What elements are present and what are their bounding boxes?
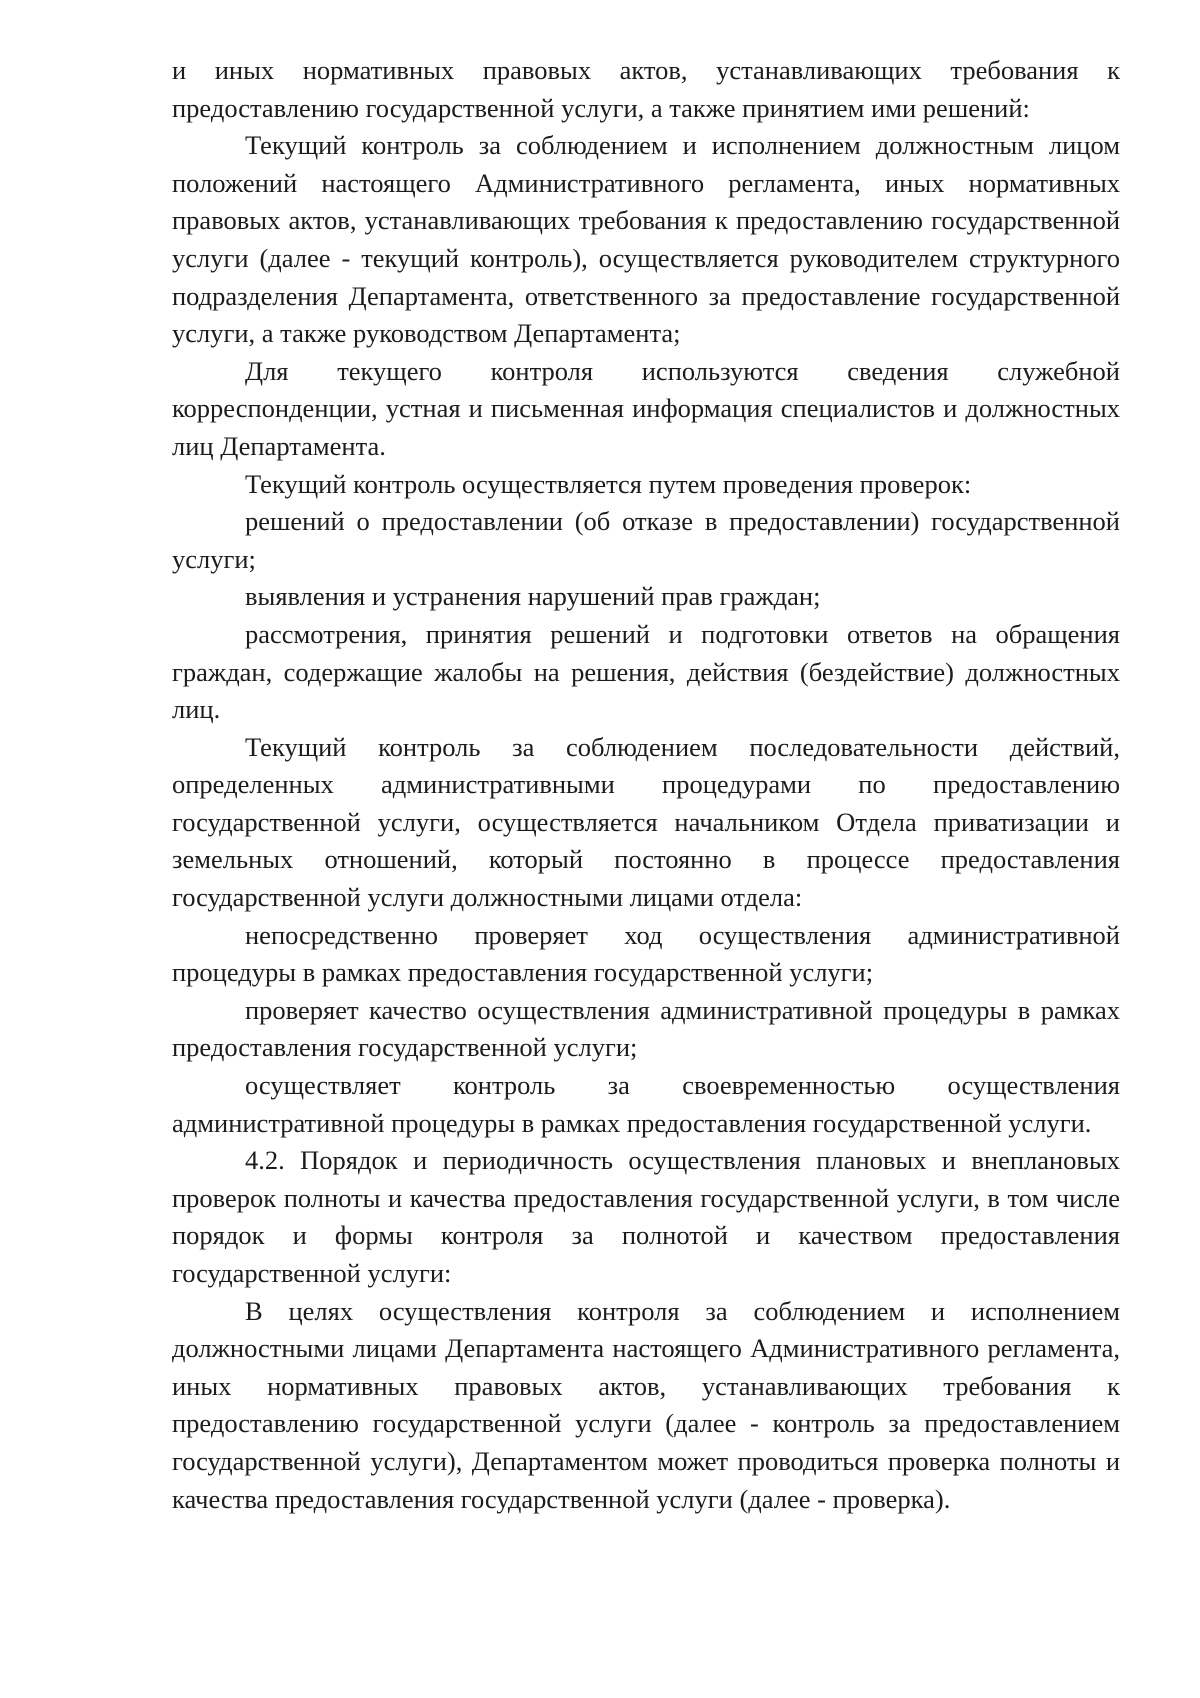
list-item-timeliness: осуществляет контроль за своевременностью осуществления административной процедуры в рамках предоставления государственной услуги. [172,1070,1120,1138]
list-item-decisions: решений о предоставлении (об отказе в предоставлении) государственной услуги; [172,506,1120,574]
paragraph-sequence-control: Текущий контроль за соблюдением последовательности действий, определенных административными процедурами по предоставлению государственной услуги, осуществляется начальником Отдела приватизации и земельных отношений, который постоянно в процессе предоставления государственной услуги должностными лицами отдела: [172,731,1120,913]
section-heading-4-2: 4.2. Порядок и периодичность осуществления плановых и внеплановых проверок полноты и качества предоставления государственной услуги, в том числе порядок и формы контроля за полнотой и качеством предоставления государственной услуги: [172,1145,1120,1288]
document-body [172,52,1120,1518]
paragraph-control-by-checks: Текущий контроль осуществляется путем проведения проверок: [245,468,972,499]
list-item-complaints: рассмотрения, принятия решений и подготовки ответов на обращения граждан, содержащие жалобы на решения, действия (бездействие) должностных лиц. [172,618,1120,725]
paragraph-current-control-definition: Текущий контроль за соблюдением и исполнением должностным лицом положений настоящего Административного регламента, иных нормативных правовых актов, устанавливающих требования к предоставлению государственной услуги (далее - текущий контроль), осуществляется руководителем структурного подразделения Департамента, ответственного за предоставление государственной услуги, а также руководством Департамента; [172,130,1120,349]
list-item-checks-quality: проверяет качество осуществления административной процедуры в рамках предоставления государственной услуги; [172,994,1120,1063]
paragraph-control-sources: Для текущего контроля используются сведения служебной корреспонденции, устная и письменная информация специалистов и должностных лиц Департамента. [172,355,1120,461]
list-item-violations: выявления и устранения нарушений прав граждан; [245,581,821,612]
list-item-checks-progress: непосредственно проверяет ход осуществления административной процедуры в рамках предоставления государственной услуги; [172,919,1120,988]
paragraph-inspection-purpose: В целях осуществления контроля за соблюдением и исполнением должностными лицами Департамента настоящего Административного регламента, иных нормативных правовых актов, устанавливающих требования к предоставлению государственной услуги (далее - контроль за предоставлением государственной услуги), Департаментом может проводиться проверка полноты и качества предоставления государственной услуги (далее - проверка). [172,1295,1120,1514]
paragraph-continuation: и иных нормативных правовых актов, устанавливающих требования к предоставлению государственной услуги, а также принятием ими решений: [172,55,1120,123]
